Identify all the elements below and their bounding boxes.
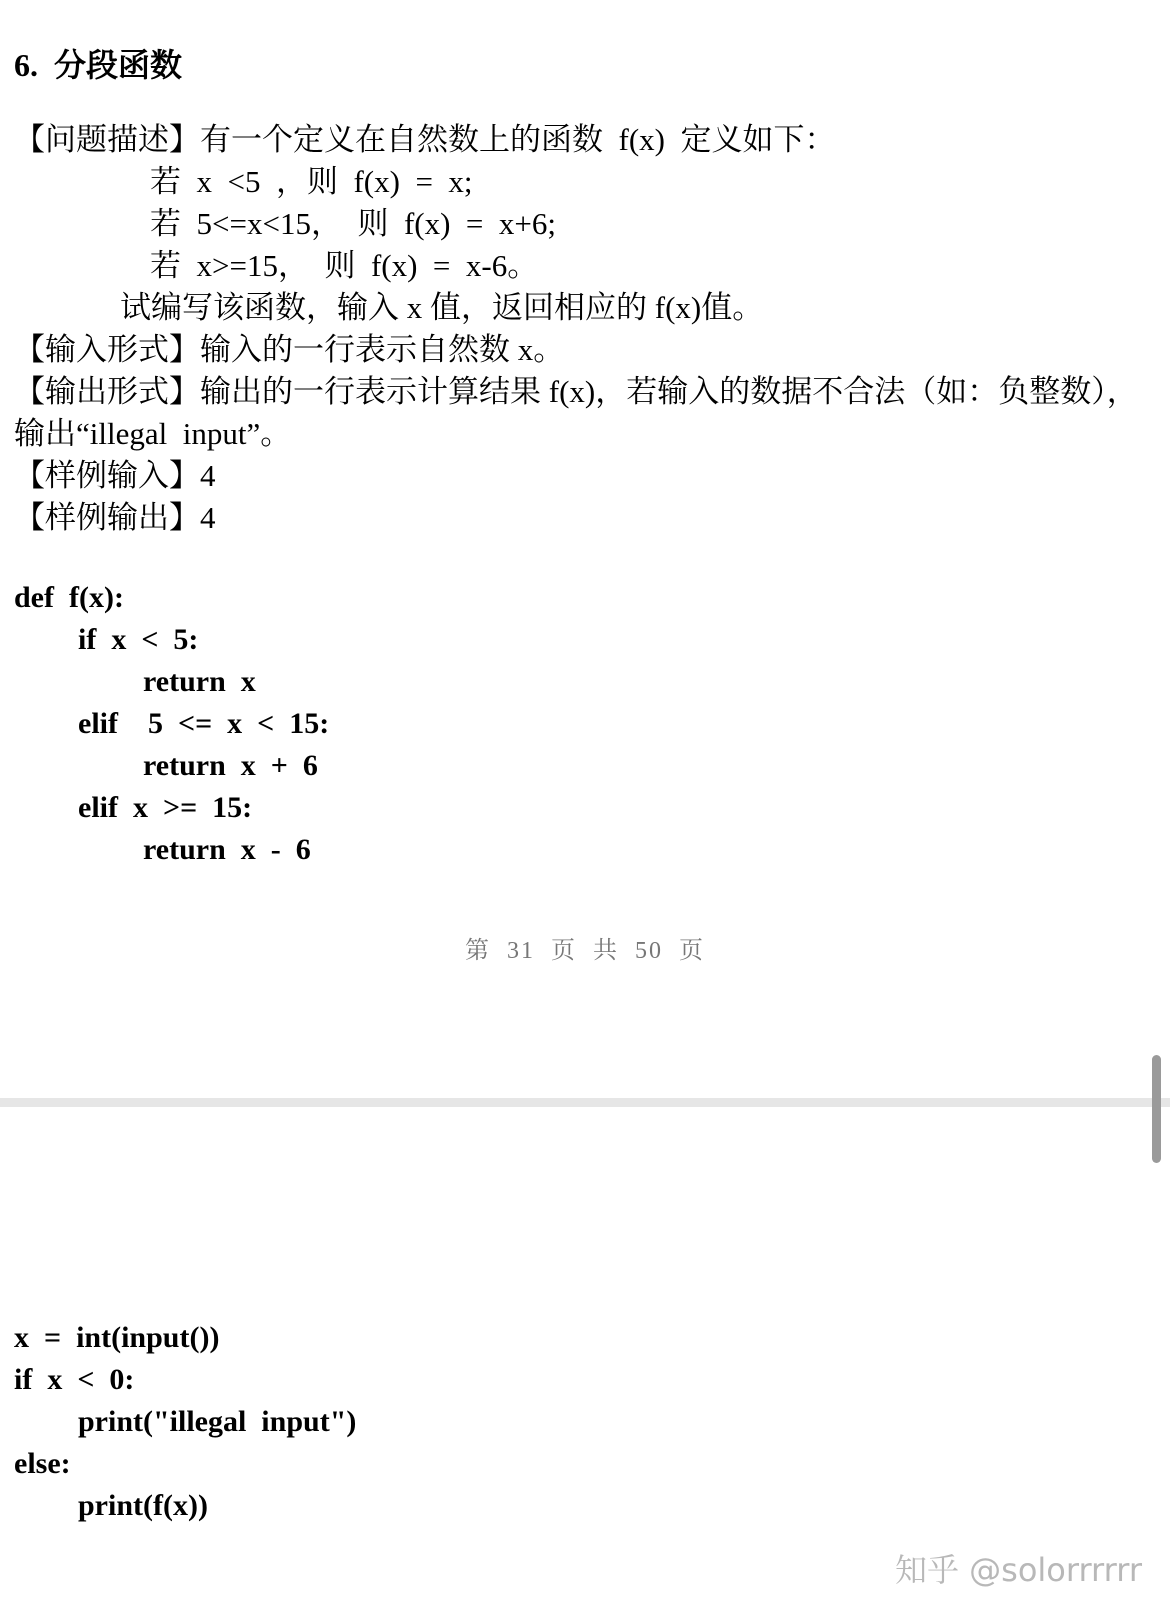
input-format: 【输入形式】输入的一行表示自然数 x。: [14, 332, 565, 367]
code-line: print(f(x)): [78, 1489, 208, 1522]
code-line: def f(x):: [14, 581, 124, 614]
code-line: elif 5 <= x < 15:: [78, 707, 330, 740]
rule-line-1: 若 x <5 ，则 f(x) = x;: [150, 164, 473, 199]
scrollbar-thumb[interactable]: [1152, 1055, 1161, 1163]
code-line: return x + 6: [143, 749, 318, 782]
sample-output: 【样例输出】4: [14, 500, 216, 535]
code-line: else:: [14, 1447, 71, 1480]
code-line: return x: [143, 665, 256, 698]
code-line: print("illegal input"): [78, 1405, 357, 1438]
code-line: return x - 6: [143, 833, 311, 866]
section-heading: 6. 分段函数: [14, 47, 183, 83]
output-format-cont: 输出“illegal input”。: [14, 416, 292, 451]
problem-description: 【问题描述】有一个定义在自然数上的函数 f(x) 定义如下：: [14, 122, 836, 157]
code-line: if x < 5:: [78, 623, 199, 656]
code-line: x = int(input()): [14, 1321, 220, 1354]
output-format: 【输出形式】输出的一行表示计算结果 f(x)，若输入的数据不合法（如：负整数），: [14, 374, 1138, 409]
page-number-footer: 第 31 页 共 50 页: [465, 938, 705, 964]
code-line: if x < 0:: [14, 1363, 135, 1396]
rule-line-2: 若 5<=x<15， 则 f(x) = x+6;: [150, 206, 556, 241]
rule-line-3: 若 x>=15， 则 f(x) = x-6。: [150, 248, 539, 283]
watermark: 知乎 @solorrrrrr: [894, 1551, 1142, 1589]
code-line: elif x >= 15:: [78, 791, 253, 824]
page-divider: [0, 1098, 1170, 1107]
task-line: 试编写该函数，输入 x 值，返回相应的 f(x)值。: [120, 290, 764, 325]
sample-input: 【样例输入】4: [14, 458, 216, 493]
